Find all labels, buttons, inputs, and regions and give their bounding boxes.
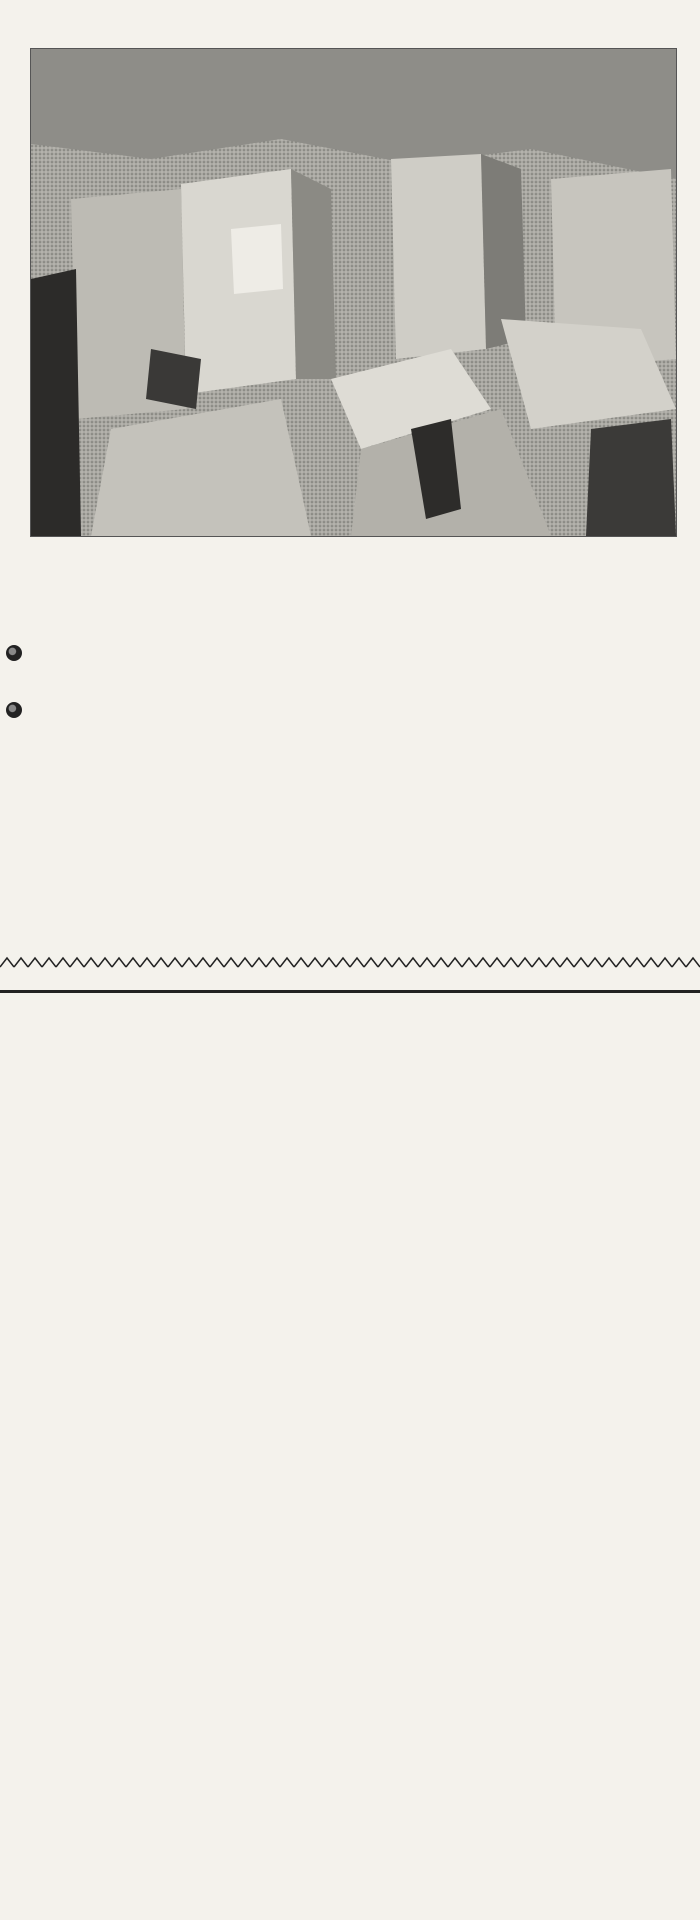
bullet-icon — [6, 702, 22, 718]
ruins-photo — [30, 48, 677, 537]
zigzag-divider — [0, 955, 700, 969]
section-divider — [0, 990, 700, 993]
bullet-icon — [6, 645, 22, 661]
